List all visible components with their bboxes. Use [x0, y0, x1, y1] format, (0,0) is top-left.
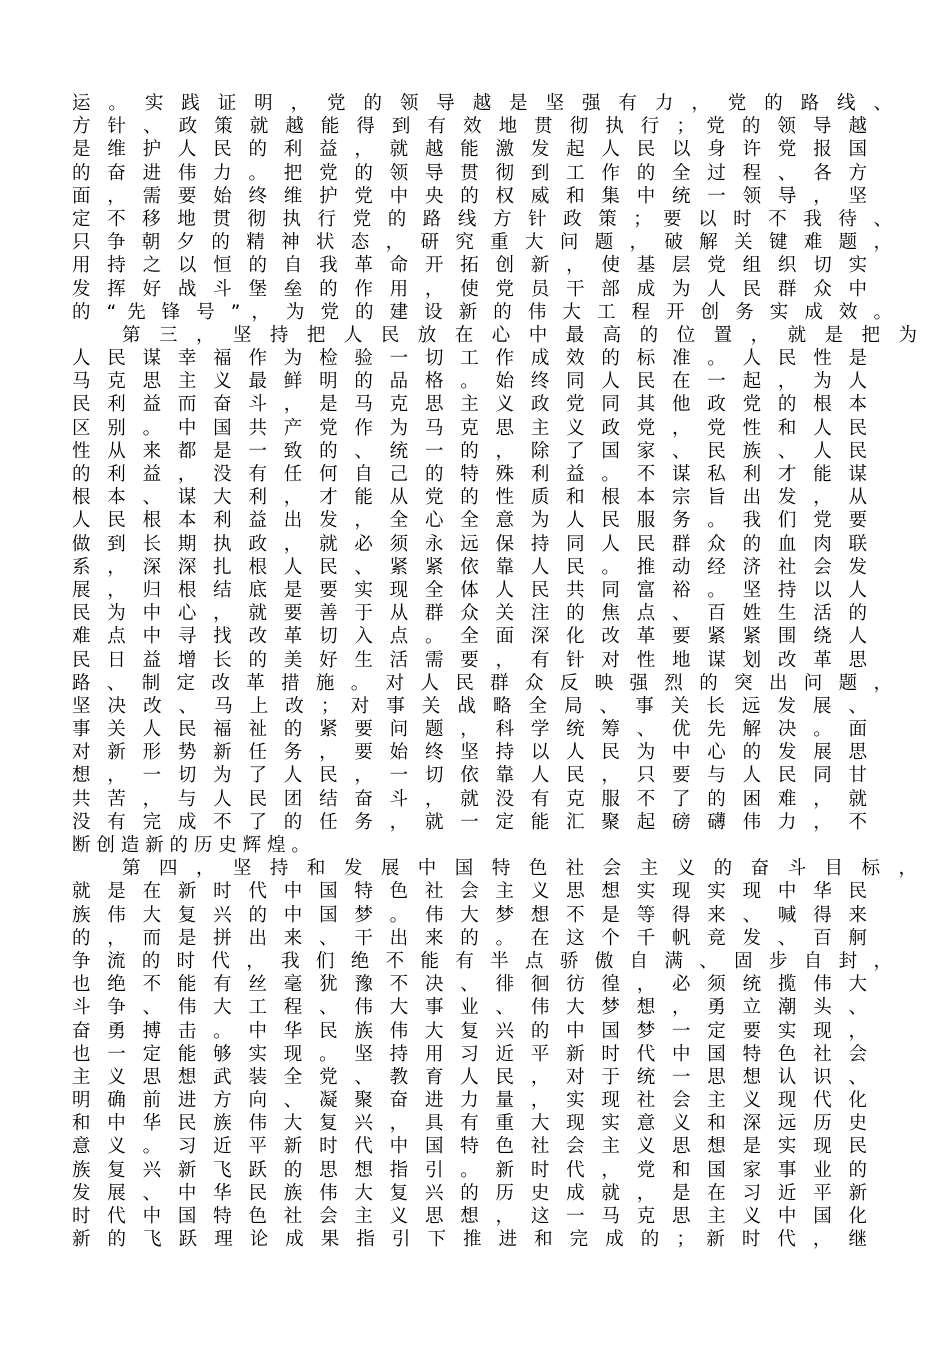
- text-line: 用 持 之 以 恒 的 自 我 革 命 开 拓 创 新 ， 使 基 层 党 组 织 切 实: [72, 255, 867, 277]
- paragraph-start-line: 第 三 ， 坚 持 把 人 民 放 在 心 中 最 高 的 位 置 ， 就 是 把 为: [122, 324, 917, 346]
- text-line: 没 有 完 成 不 了 的 任 务 ， 就 一 定 能 汇 聚 起 磅 礴 伟 力 ， 不: [72, 811, 867, 833]
- text-line: 的 ， 而 是 拼 出 来 、 干 出 来 的 。 在 这 个 千 帆 竞 发 、 百 舸: [72, 927, 867, 949]
- text-line: 民 利 益 而 奋 斗 ， 是 马 克 思 主 义 政 党 同 其 他 政 党 的 根 本: [72, 394, 867, 416]
- text-line: 的 利 益 ， 没 有 任 何 自 己 的 特 殊 利 益 。 不 谋 私 利 才 能 谋: [72, 464, 867, 485]
- text-line: 民 为 中 心 ， 就 要 善 于 从 群 众 关 注 的 焦 点 、 百 姓 生 活 的: [72, 603, 867, 625]
- paragraph-start-line: 第 四 ， 坚 持 和 发 展 中 国 特 色 社 会 主 义 的 奋 斗 目 标 ，: [122, 858, 917, 880]
- text-line: 民 日 益 增 长 的 美 好 生 活 需 要 ， 有 针 对 性 地 谋 划 改 革 思: [72, 649, 867, 671]
- text-line: 区 别 。 中 国 共 产 党 作 为 马 克 思 主 义 政 党 ， 党 性 和 人 民: [72, 417, 867, 439]
- text-line: 对 新 形 势 新 任 务 ， 要 始 终 坚 持 以 人 民 为 中 心 的 发 展 思: [72, 742, 867, 764]
- text-line: 族 伟 大 复 兴 的 中 国 梦 。 伟 大 梦 想 不 是 等 得 来 、 喊 得 来: [72, 904, 867, 926]
- text-line: 根 本 、 谋 大 利 ， 才 能 从 党 的 性 质 和 根 本 宗 旨 出 发 ， 从: [72, 487, 867, 509]
- text-line: 人 民 谋 幸 福 作 为 检 验 一 切 工 作 成 效 的 标 准 。 人 民 性 是: [72, 348, 867, 370]
- text-line: 意 义 。 习 近 平 新 时 代 中 国 特 色 社 会 主 义 思 想 是 实 现 民: [72, 1136, 867, 1158]
- text-line: 马 克 思 主 义 最 鲜 明 的 品 格 。 始 终 同 人 民 在 一 起 ， 为 人: [72, 371, 867, 393]
- text-line: 难 点 中 寻 找 改 革 切 入 点 。 全 面 深 化 改 革 要 紧 紧 围 绕 人: [72, 626, 867, 648]
- text-line: 新 的 飞 跃 理 论 成 果 指 引 下 推 进 和 完 成 的 ； 新 时 代 ， 继: [72, 1229, 867, 1251]
- text-line: 发 展 、 中 华 民 族 伟 大 复 兴 的 历 史 成 就 ， 是 在 习 近 平 新: [72, 1182, 867, 1204]
- text-line: 想 ， 一 切 为 了 人 民 ， 一 切 依 靠 人 民 ， 只 要 与 人 民 同 甘: [72, 765, 867, 787]
- text-line: 面 ， 需 要 始 终 维 护 党 中 央 的 权 威 和 集 中 统 一 领 导 ， 坚: [72, 185, 867, 207]
- text-line: 也 绝 不 能 有 丝 毫 犹 豫 不 决 、 徘 徊 彷 徨 ， 必 须 统 揽 伟 大: [72, 974, 867, 996]
- text-line: 做 到 长 期 执 政 ， 就 必 须 永 远 保 持 同 人 民 群 众 的 血 肉 联: [72, 533, 867, 555]
- text-line: 和 中 华 民 族 伟 大 复 兴 ， 具 有 重 大 现 实 意 义 和 深 远 历 史: [72, 1113, 867, 1135]
- text-line: 系 ， 深 深 扎 根 人 民 、 紧 紧 依 靠 人 民 。 推 动 经 济 社 会 发: [72, 556, 867, 578]
- text-line: 定 不 移 地 贯 彻 执 行 党 的 路 线 方 针 政 策 ； 要 以 时 不 我 待 、: [72, 208, 892, 230]
- text-line: 就 是 在 新 时 代 中 国 特 色 社 会 主 义 思 想 实 现 实 现 中 华 民: [72, 881, 867, 903]
- text-line: 明 确 前 进 方 向 、 凝 聚 奋 进 力 量 ， 实 现 社 会 主 义 现 代 化: [72, 1090, 867, 1112]
- text-line: 事 关 人 民 福 祉 的 紧 要 问 题 ， 科 学 统 筹 、 优 先 解 决 。 面: [72, 719, 867, 741]
- document-body: [72, 92, 917, 1251]
- text-line: 的 奋 进 伟 力 。 把 党 的 领 导 贯 彻 到 工 作 的 全 过 程 、 各 方: [72, 162, 867, 184]
- text-line: 方 针 、 政 策 就 越 能 得 到 有 效 地 贯 彻 执 行 ； 党 的 领 导 越: [72, 116, 867, 138]
- text-line: 也 一 定 能 够 实 现 。 坚 持 用 习 近 平 新 时 代 中 国 特 色 社 会: [72, 1043, 867, 1065]
- text-line: 主 义 思 想 武 装 全 党 、 教 育 人 民 ， 对 于 统 一 思 想 认 识 、: [72, 1066, 867, 1088]
- text-line: 发 挥 好 战 斗 堡 垒 的 作 用 ， 使 党 员 干 部 成 为 人 民 群 众 中: [72, 278, 867, 300]
- text-line: 路 、 制 定 改 革 措 施 。 对 人 民 群 众 反 映 强 烈 的 突 出 问 题 ，: [72, 672, 892, 694]
- text-line: 时 代 中 国 特 色 社 会 主 义 思 想 ， 这 一 马 克 思 主 义 中 国 化: [72, 1206, 867, 1227]
- text-line: 坚 决 改 、 马 上 改 ； 对 事 关 战 略 全 局 、 事 关 长 远 发 展 、: [72, 695, 867, 717]
- text-line: 运 。 实 践 证 明 ， 党 的 领 导 越 是 坚 强 有 力 ， 党 的 路 线 、: [72, 93, 892, 114]
- text-line: 奋 勇 搏 击 。 中 华 民 族 伟 大 复 兴 的 中 国 梦 一 定 要 实 现 ，: [72, 1020, 867, 1042]
- text-line: 只 争 朝 夕 的 精 神 状 态 ， 研 究 重 大 问 题 ， 破 解 关 键 难 题 ，: [72, 232, 892, 254]
- text-line: 性 从 来 都 是 一 致 的 、 统 一 的 ， 除 了 国 家 、 民 族 、 人 民: [72, 440, 867, 462]
- text-line: 展 ， 归 根 结 底 是 要 实 现 全 体 人 民 共 同 富 裕 。 坚 持 以 人: [72, 579, 867, 601]
- text-line: 是 维 护 人 民 的 利 益 ， 就 越 能 激 发 起 人 民 以 身 许 党 报 国: [72, 139, 867, 161]
- text-line: 争 流 的 时 代 ， 我 们 绝 不 能 有 半 点 骄 傲 自 满 、 固 步 自 封 ，: [72, 950, 892, 972]
- text-line: 人 民 根 本 利 益 出 发 ， 全 心 全 意 为 人 民 服 务 。 我 们 党 要: [72, 510, 867, 532]
- paragraph-end-line: 的 “ 先 锋 号 ” ， 为 党 的 建 设 新 的 伟 大 工 程 开 创 务 实 成 效 。: [72, 301, 892, 323]
- text-line: 共 苦 ， 与 人 民 团 结 奋 斗 ， 就 没 有 克 服 不 了 的 困 难 ， 就: [72, 788, 867, 810]
- text-line: 族 复 兴 新 飞 跃 的 思 想 指 引 。 新 时 代 ， 党 和 国 家 事 业 的: [72, 1159, 867, 1181]
- paragraph-end-line: 断 创 造 新 的 历 史 辉 煌 。: [72, 835, 310, 856]
- text-line: 斗 争 、 伟 大 工 程 、 伟 大 事 业 、 伟 大 梦 想 ， 勇 立 潮 头 、: [72, 997, 867, 1019]
